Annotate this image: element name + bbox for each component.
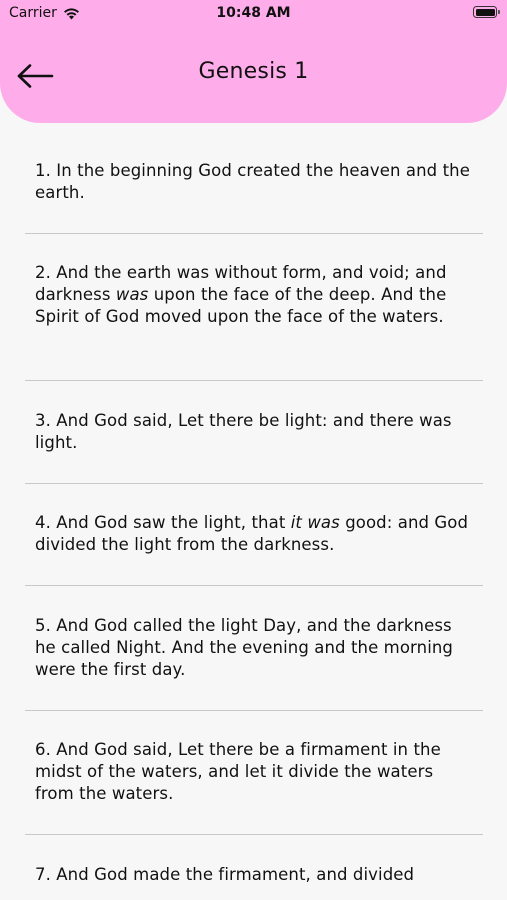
verse-text: 2. And the earth was without form, and void; and darkness xyxy=(35,263,447,304)
status-time: 10:48 AM xyxy=(216,5,291,21)
status-bar xyxy=(0,0,507,30)
verse-item[interactable] xyxy=(35,262,475,328)
divider xyxy=(25,585,483,586)
divider xyxy=(25,483,483,484)
verse-text: 7. And God made the firmament, and divided xyxy=(35,865,415,884)
page-title: Genesis 1 xyxy=(198,59,309,84)
header-bar xyxy=(0,0,507,123)
verse-item[interactable] xyxy=(35,410,475,454)
battery-tip xyxy=(498,10,500,14)
verse-text: 1. In the beginning God created the heaven and the earth. xyxy=(35,161,470,202)
divider xyxy=(25,380,483,381)
verse-text: 4. And God saw the light, that xyxy=(35,513,291,532)
verse-item[interactable] xyxy=(35,512,475,556)
verse-text: 5. And God called the light Day, and the darkness he called Night. And the evening and the morning were the first day. xyxy=(35,616,454,679)
divider xyxy=(25,233,483,234)
battery-icon xyxy=(473,6,497,18)
verse-italic-text: it was xyxy=(290,513,340,532)
divider xyxy=(25,710,483,711)
verse-text: good: and God divided the light from the darkness. xyxy=(35,513,469,554)
divider xyxy=(25,834,483,835)
verse-item[interactable] xyxy=(35,160,475,204)
verse-text: upon the face of the deep. And the Spirit of God moved upon the face of the waters. xyxy=(35,285,447,326)
verse-text: 6. And God said, Let there be a firmament in the midst of the waters, and let it divide the waters from the waters. xyxy=(35,740,441,803)
carrier-label: Carrier xyxy=(9,5,57,21)
verse-item[interactable] xyxy=(35,864,475,886)
verse-text: 3. And God said, Let there be light: and there was light. xyxy=(35,411,452,452)
verse-item[interactable] xyxy=(35,615,475,681)
verse-italic-text: was xyxy=(115,285,149,304)
verse-item[interactable] xyxy=(35,739,475,805)
